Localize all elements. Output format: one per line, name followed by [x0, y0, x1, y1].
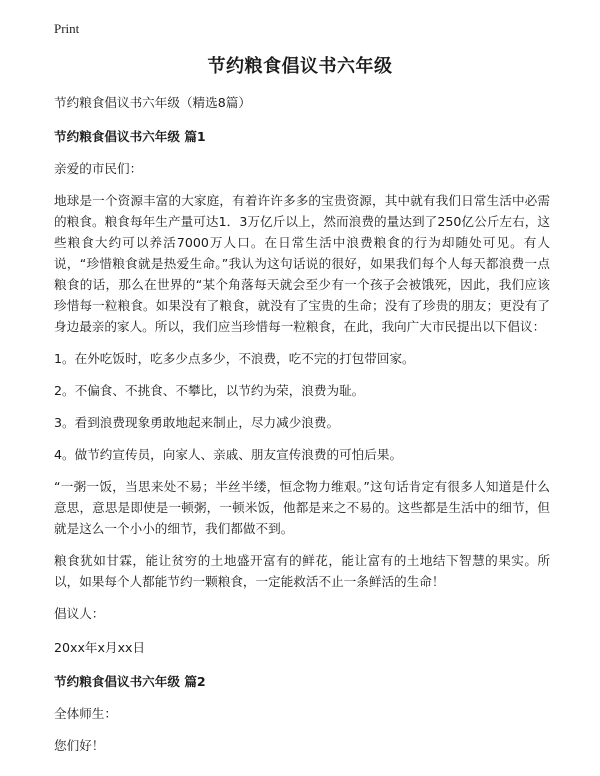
document-subtitle: 节约粮食倡议书六年级（精选8篇）: [54, 95, 251, 110]
signature-label: 倡议人：: [54, 606, 105, 621]
document-body: [54, 92, 550, 767]
salutation: 亲爱的市民们：: [54, 161, 143, 176]
section-heading-2: 节约粮食倡议书六年级 篇2: [54, 674, 206, 689]
paragraph-conclusion: 粮食犹如甘霖，能让贫穷的土地盛开富有的鲜花，能让富有的土地结下智慧的果实。所以，如果每个人都能节约一颗粮食，一定能救活不止一条鲜活的生命！: [54, 553, 550, 589]
section-heading-1: 节约粮食倡议书六年级 篇1: [54, 129, 206, 144]
proposal-item-3: 3。看到浪费现象勇敢地起来制止，尽力减少浪费。: [54, 415, 340, 430]
print-link[interactable]: Print: [54, 21, 80, 36]
signature-date: 20xx年x月xx日: [54, 640, 146, 655]
greeting: 您们好！: [54, 738, 105, 753]
proposal-item-2: 2。不偏食、不挑食、不攀比，以节约为荣，浪费为耻。: [54, 383, 365, 398]
proposal-item-1: 1。在外吃饭时，吃多少点多少，不浪费，吃不完的打包带回家。: [54, 351, 415, 366]
salutation-2: 全体师生：: [54, 706, 117, 721]
paragraph-quote: “一粥一饭，当思来处不易；半丝半缕，恒念物力维艰。”这句话肯定有很多人知道是什么意思，意思是即使是一顿粥，一顿米饭，他都是来之不易的。这些都是生活中的细节，但就是这么一个小小的细节，我们都做不到。: [54, 479, 550, 536]
page-title: 节约粮食倡议书六年级: [207, 56, 393, 77]
paragraph-intro: 地球是一个资源丰富的大家庭，有着许许多多的宝贵资源，其中就有我们日常生活中必需的粮食。粮食每年生产量可达1．3万亿斤以上，然而浪费的量达到了250亿公斤左右，这些粮食大约可以养活7000万人口。在日常生活中浪费粮食的行为却随处可见。有人说，“珍惜粮食就是热爱生命。”我认为这句话说的很好，如果我们每个人每天都浪费一点粮食的话，那么在世界的“某个角落每天就会至少有一个孩子会被饿死，因此，我们应该珍惜每一粒粮食。如果没有了粮食，就没有了宝贵的生命；没有了珍贵的朋友；更没有了身边最亲的家人。所以，我们应当珍惜每一粒粮食，在此，我向广大市民提出以下倡议：: [54, 193, 550, 334]
proposal-item-4: 4。做节约宣传员，向家人、亲戚、朋友宣传浪费的可怕后果。: [54, 447, 403, 462]
